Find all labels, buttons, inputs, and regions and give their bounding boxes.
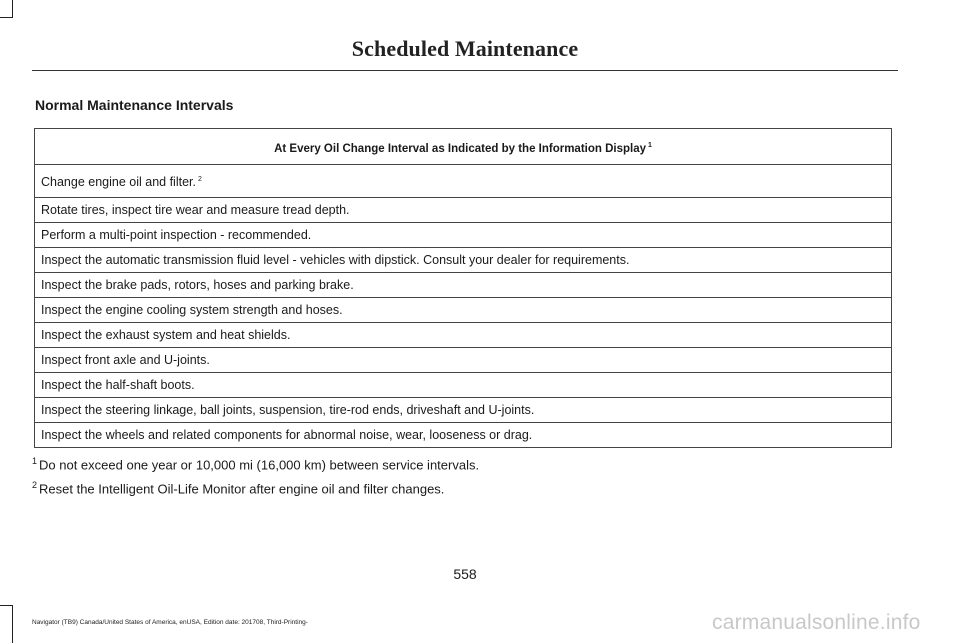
table-cell — [35, 398, 892, 423]
crop-mark-bottom-left-vertical — [12, 605, 13, 643]
maintenance-table — [34, 128, 892, 448]
table-row — [35, 373, 892, 398]
table-cell — [35, 323, 892, 348]
row-text: Inspect the steering linkage, ball joints, suspension, tire-rod ends, driveshaft and U-joints. — [41, 403, 535, 417]
table-cell — [35, 348, 892, 373]
table-cell — [35, 248, 892, 273]
table-row — [35, 248, 892, 273]
table-header-row — [35, 129, 892, 165]
table-row — [35, 223, 892, 248]
footnote-ref: 2 — [197, 175, 202, 183]
crop-mark-top-left-vertical — [12, 0, 13, 18]
table-cell — [35, 423, 892, 448]
row-text: Change engine oil and filter. — [41, 175, 196, 189]
table-row — [35, 165, 892, 198]
row-text: Perform a multi-point inspection - recommended. — [41, 228, 312, 242]
footnote-2 — [32, 475, 479, 499]
row-text: Inspect the wheels and related components for abnormal noise, wear, looseness or drag. — [41, 428, 533, 442]
row-text: Inspect the automatic transmission fluid level - vehicles with dipstick. Consult your dealer for requirements. — [41, 253, 630, 267]
row-text: Inspect front axle and U-joints. — [41, 353, 210, 367]
footnote-mark: 1 — [32, 456, 38, 466]
table-row — [35, 198, 892, 223]
footnote-1 — [32, 451, 479, 475]
section-heading: Normal Maintenance Intervals — [35, 97, 234, 113]
footnote-text: Do not exceed one year or 10,000 mi (16,000 km) between service intervals. — [39, 457, 480, 473]
title-divider — [32, 70, 898, 71]
watermark: carmanualsonline.info — [712, 611, 921, 634]
table-cell — [35, 198, 892, 223]
row-text: Inspect the exhaust system and heat shields. — [41, 328, 291, 342]
row-text: Inspect the engine cooling system strength and hoses. — [41, 303, 343, 317]
footnote-text: Reset the Intelligent Oil-Life Monitor after engine oil and filter changes. — [39, 481, 445, 497]
row-text: Inspect the half-shaft boots. — [41, 378, 195, 392]
row-text: Inspect the brake pads, rotors, hoses and parking brake. — [41, 278, 354, 292]
page-title: Scheduled Maintenance — [351, 36, 579, 61]
table-cell — [35, 223, 892, 248]
edition-line: Navigator (TB9) Canada/United States of America, enUSA, Edition date: 201708, Third-Printing- — [32, 619, 308, 626]
table-row — [35, 323, 892, 348]
table-row — [35, 398, 892, 423]
table-cell — [35, 298, 892, 323]
table-row — [35, 348, 892, 373]
footnote-mark: 2 — [32, 480, 38, 491]
table-cell — [35, 273, 892, 298]
table-header-cell — [35, 129, 892, 165]
crop-mark-bottom-left-horizontal — [0, 605, 13, 606]
footnote-ref: 1 — [648, 141, 652, 149]
table-row — [35, 298, 892, 323]
table-row — [35, 423, 892, 448]
footnotes — [32, 451, 479, 500]
table-cell — [35, 373, 892, 398]
table-header-text: At Every Oil Change Interval as Indicated by the Information Display — [274, 142, 647, 155]
table-cell — [35, 165, 892, 198]
table-row — [35, 273, 892, 298]
crop-mark-top-left-horizontal — [0, 17, 13, 18]
row-text: Rotate tires, inspect tire wear and measure tread depth. — [41, 203, 350, 217]
page-number: 558 — [453, 566, 477, 582]
